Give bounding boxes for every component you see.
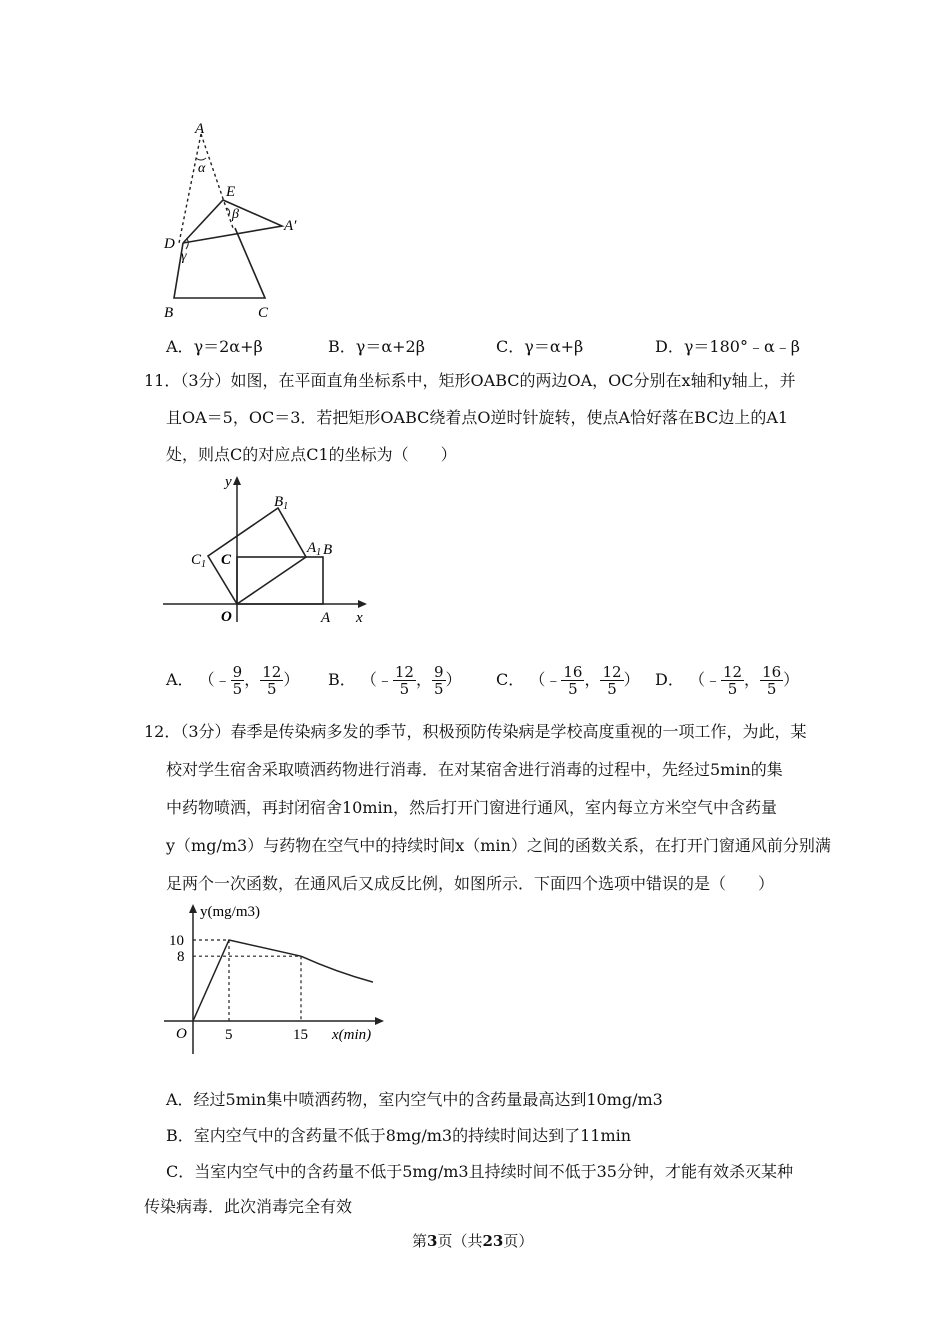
label-y: y (225, 474, 232, 490)
q10-option-d: D．γ＝180°﹣α﹣β (655, 337, 801, 356)
q11-line-1: 11．（3分）如图，在平面直角坐标系中，矩形OABC的两边OA，OC分别在x轴和y轴上，并 (144, 371, 796, 390)
fig10-alpha-arc (196, 158, 206, 160)
label-beta: β (232, 207, 239, 222)
label-c1: $C_1$ (191, 552, 207, 570)
label-b1: $B_1$ (274, 494, 289, 512)
label-a-prime: A′ (284, 218, 297, 234)
chart-series-line (193, 940, 301, 1021)
q11-option-d: D． （﹣ $\frac{12}{5}$ ， $\frac{16}{5}$ ） (655, 663, 800, 698)
label-c: C (221, 552, 232, 568)
chart-x-tick-label: 15 (293, 1027, 308, 1043)
q12-option-c-line-2: 传染病毒．此次消毒完全有效 (144, 1197, 353, 1216)
q10-option-b: B．γ＝α+2β (328, 337, 425, 356)
label-o: O (221, 609, 232, 625)
q12-line-1: 12．（3分）春季是传染病多发的季节，积极预防传染病是学校高度重视的一项工作，为此，某 (144, 722, 807, 741)
q11-option-c: C． （﹣ $\frac{16}{5}$ ， $\frac{12}{5}$ ） (496, 663, 640, 698)
label-b: B (323, 542, 333, 558)
page-footer: 第3页（共23页） (412, 1232, 534, 1250)
chart-y-label: y(mg/m3) (200, 904, 260, 920)
label-a1: $A_1$ (307, 540, 322, 558)
chart-series-curve (301, 956, 373, 982)
label-a: A (195, 121, 205, 137)
q11-option-b: B． （﹣ $\frac{12}{5}$ ， $\frac{9}{5}$ ） (328, 663, 462, 698)
q12-option-b: B．室内空气中的含药量不低于8mg/m3的持续时间达到了11min (166, 1126, 632, 1145)
chart-q12 (160, 898, 390, 1058)
figure-q11 (155, 470, 375, 630)
label-c: C (258, 305, 269, 321)
q12-line-5: 足两个一次函数，在通风后又成反比例，如图所示．下面四个选项中错误的是（ ） (166, 874, 775, 893)
x-axis-arrow (358, 600, 367, 608)
label-gamma: γ (181, 249, 187, 264)
fig10-dashed-ae (201, 134, 236, 228)
q12-line-3: 中药物喷洒，再封闭宿舍10min，然后打开门窗进行通风，室内每立方米空气中含药量 (166, 798, 777, 817)
page-number: 3 (427, 1232, 438, 1250)
chart-x-label: x(min) (332, 1027, 372, 1043)
q12-line-2: 校对学生宿舍采取喷洒药物进行消毒．在对某宿舍进行消毒的过程中，先经过5min的集 (166, 760, 783, 779)
q10-option-c: C．γ＝α+β (496, 337, 584, 356)
q12-option-c-line-1: C．当室内空气中的含药量不低于5mg/m3且持续时间不低于35分钟，才能有效杀灭某种 (166, 1162, 793, 1181)
chart-y-axis-arrow (189, 904, 197, 913)
q11-line-3: 处，则点C的对应点C1的坐标为（ ） (166, 445, 457, 464)
page-total: 23 (482, 1232, 504, 1250)
q11-option-a: A． （﹣ $\frac{9}{5}$ ， $\frac{12}{5}$ ） (166, 663, 300, 698)
label-b: B (164, 305, 174, 321)
q10-option-a: A．γ＝2α+β (166, 337, 263, 356)
label-d: D (164, 236, 175, 252)
label-alpha: α (198, 161, 206, 176)
chart-origin-label: O (176, 1026, 187, 1042)
chart-x-axis-arrow (375, 1017, 384, 1025)
y-axis-arrow (233, 476, 241, 485)
q12-line-4: y（mg/m3）与药物在空气中的持续时间x（min）之间的函数关系，在打开门窗通风前分别满 (166, 836, 831, 855)
chart-x-tick-label: 5 (225, 1027, 233, 1043)
label-a: A (321, 610, 331, 626)
chart-y-tick-label: 10 (169, 933, 184, 949)
label-x: x (356, 610, 363, 626)
q11-line-2: 且OA＝5，OC＝3．若把矩形OABC绕着点O逆时针旋转，使点A恰好落在BC边上的A1 (166, 408, 789, 427)
figure-q10 (155, 118, 315, 328)
label-e: E (226, 184, 236, 200)
rectangle-oabc (237, 557, 323, 604)
chart-y-tick-label: 8 (177, 949, 185, 966)
q12-option-a: A．经过5min集中喷洒药物，室内空气中的含药量最高达到10mg/m3 (166, 1090, 663, 1109)
